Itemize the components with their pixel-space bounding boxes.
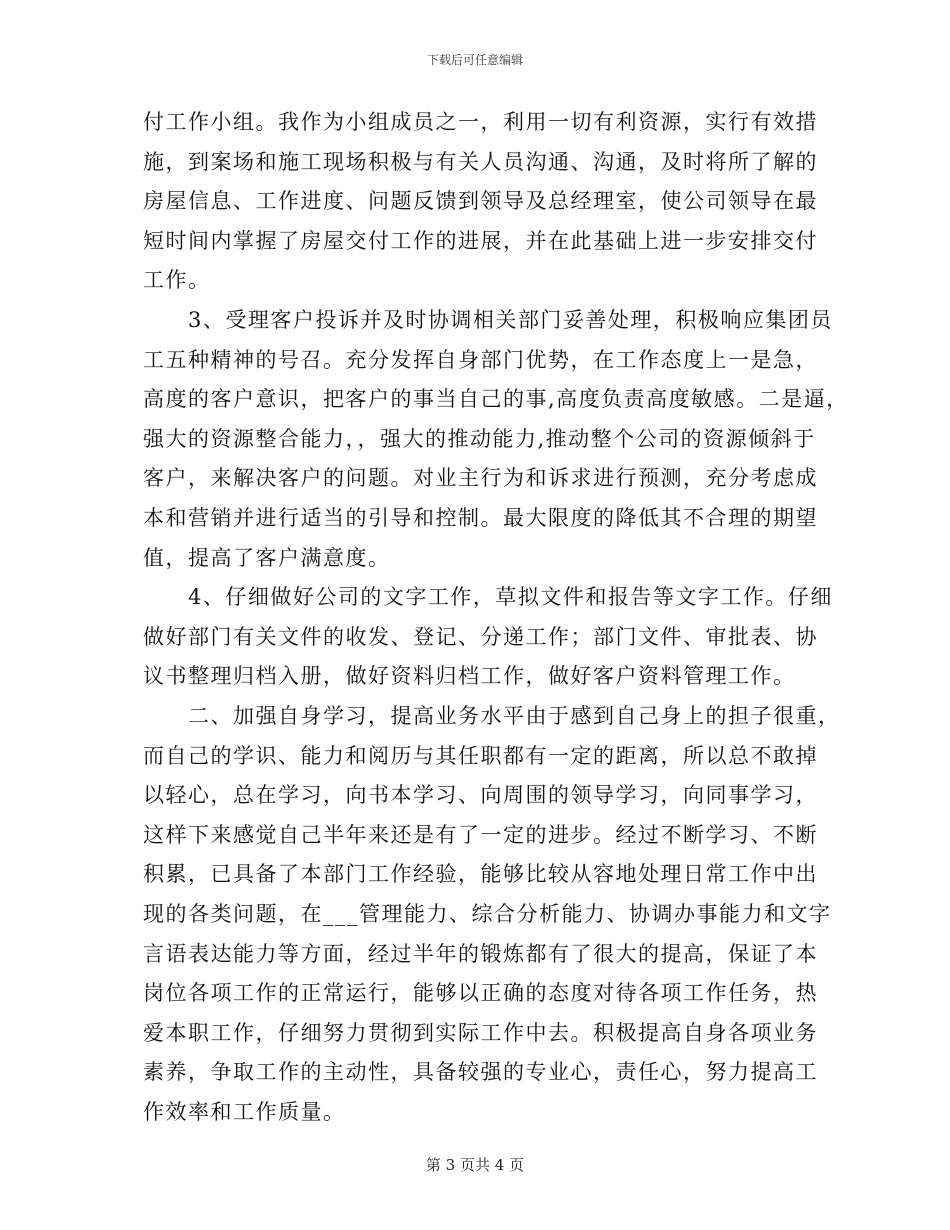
- text-line: 高度的客户意识，把客户的事当自己的事,高度负责高度敏感。二是逼，: [143, 387, 849, 412]
- page-header: 下载后可任意编辑: [426, 53, 523, 67]
- text-line: 本和营销并进行适当的引导和控制。最大限度的降低其不合理的期望: [143, 506, 818, 530]
- text-line: 二、加强自身学习，提高业务水平由于感到自己身上的担子很重，: [143, 704, 841, 728]
- text-line: 积累，已具备了本部门工作经验，能够比较从容地处理日常工作中出: [143, 862, 818, 887]
- text-line: 作效率和工作质量。: [143, 1100, 346, 1124]
- text-line: 以轻心，总在学习，向书本学习、向周围的领导学习，向同事学习，: [143, 783, 818, 808]
- text-line: 4、仔细做好公司的文字工作，草拟文件和报告等文字工作。仔细: [143, 585, 833, 610]
- page-number-footer: 第 3 页共 4 页: [425, 1156, 525, 1174]
- text-line: 素养，争取工作的主动性，具备较强的专业心，责任心，努力提高工: [143, 1060, 818, 1085]
- text-line: 施，到案场和施工现场积极与有关人员沟通、沟通，及时将所了解的: [143, 149, 818, 174]
- text-line: 做好部门有关文件的收发、登记、分递工作；部门文件、审批表、协: [143, 624, 818, 649]
- text-line: 客户，来解决客户的问题。对业主行为和诉求进行预测，充分考虑成: [143, 466, 818, 491]
- text-line: 付工作小组。我作为小组成员之一，利用一切有利资源，实行有效措: [143, 110, 818, 134]
- text-line: 议书整理归档入册，做好资料归档工作，做好客户资料管理工作。: [143, 664, 796, 689]
- text-line: 工五种精神的号召。充分发挥自身部门优势，在工作态度上一是急，: [143, 347, 818, 372]
- text-line: 言语表达能力等方面，经过半年的锻炼都有了很大的提高，保证了本: [143, 941, 818, 966]
- text-line: 爱本职工作，仔细努力贯彻到实际工作中去。积极提高自身各项业务: [143, 1020, 818, 1045]
- text-line: 现的各类问题，在___管理能力、综合分析能力、协调办事能力和文字: [143, 902, 832, 926]
- text-line: 工作。: [143, 268, 211, 293]
- text-line: 强大的资源整合能力，，强大的推动能力,推动整个公司的资源倾斜于: [143, 426, 816, 451]
- text-line: 值，提高了客户满意度。: [143, 545, 391, 570]
- text-line: 而自己的学识、能力和阅历与其任职都有一定的距离，所以总不敢掉: [143, 743, 818, 768]
- text-line: 房屋信息、工作进度、问题反馈到领导及总经理室，使公司领导在最: [143, 189, 818, 214]
- text-line: 3、受理客户投诉并及时协调相关部门妥善处理，积极响应集团员: [143, 308, 833, 332]
- text-line: 岗位各项工作的正常运行，能够以正确的态度对待各项工作任务，热: [143, 981, 818, 1006]
- text-line: 短时间内掌握了房屋交付工作的进展，并在此基础上进一步安排交付: [143, 228, 818, 253]
- text-line: 这样下来感觉自己半年来还是有了一定的进步。经过不断学习、不断: [143, 822, 818, 847]
